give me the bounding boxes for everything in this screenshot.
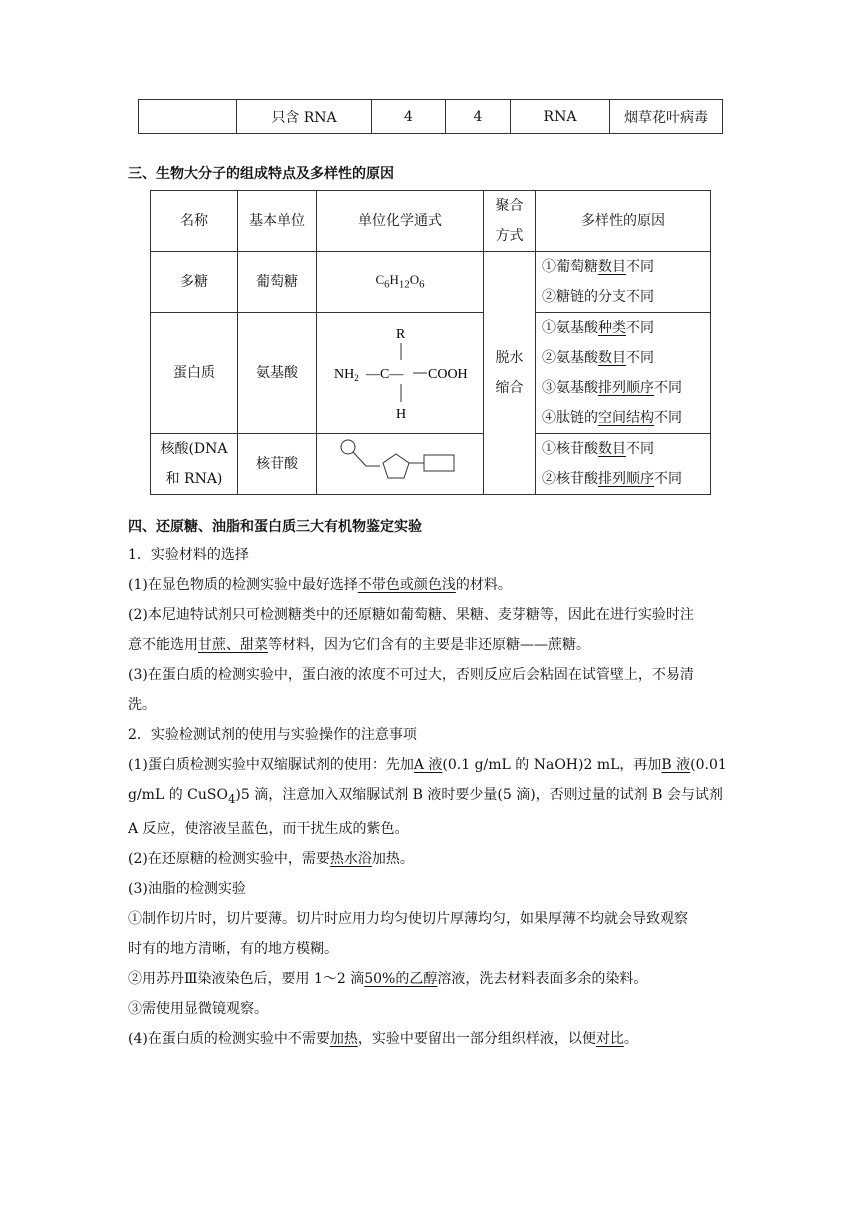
row-name: 蛋白质 [151,313,238,434]
header-diversity: 多样性的原因 [536,191,711,252]
paragraph: ①制作切片时，切片要薄。切片时应用力均匀使切片厚薄均匀，如果厚薄不均就会导致观察 [128,910,688,927]
table-header-row [151,191,711,252]
pentose-icon [383,454,409,478]
diversity-cell: ①氨基酸种类不同 ②氨基酸数目不同 ③氨基酸排列顺序不同 ④肽链的空间结构不同 [536,313,711,434]
table-row [139,100,723,134]
paragraph: (2)本尼迪特试剂只可检测糖类中的还原糖如葡萄糖、果糖、麦芽糖等，因此在进行实验时注 [128,607,694,623]
subheading: 2．实验检测试剂的使用与实验操作的注意事项 [128,727,417,743]
header-method-line2: 方式 [495,228,524,244]
table-cell: RNA [511,100,610,134]
paragraph: (4)在蛋白质的检测实验中不需要加热，实验中要留出一部分组织样液，以便对比。 [128,1030,638,1047]
paragraph: (3)油脂的检测实验 [128,880,246,897]
paragraph: (1)蛋白质检测实验中双缩脲试剂的使用：先加A 液(0.1 g/mL 的 NaOH)2 mL，再加B 液(0.01 [128,757,727,773]
paragraph: 时有的地方清晰，有的地方模糊。 [128,940,338,957]
diversity-cell: ①葡萄糖数目不同 ②糖链的分支不同 [536,252,711,313]
phosphate-icon [341,440,355,454]
table-row [151,313,711,434]
header-unit: 基本单位 [238,191,317,252]
carbon-label: —C— [366,367,404,382]
polymerization-method: 脱水 缩合 [484,252,536,495]
table-row [151,434,711,495]
paragraph: A 反应，使溶液呈蓝色，而干扰生成的紫色。 [128,820,409,837]
table-cell: 4 [446,100,511,134]
carboxyl-label: COOH [428,367,468,382]
hydrogen-label: H [396,407,407,422]
nucleotide-structure [320,436,480,492]
row-unit: 氨基酸 [238,313,317,434]
table-cell: 烟草花叶病毒 [610,100,723,134]
r-group-label: R [396,327,406,342]
paragraph: (2)在还原糖的检测实验中，需要热水浴加热。 [128,850,414,867]
table-cell [139,100,237,134]
section-heading: 四、还原糖、油脂和蛋白质三大有机物鉴定实验 [128,519,422,535]
section4-body [128,540,736,1054]
macromolecule-table [150,190,711,495]
section-heading: 三、生物大分子的组成特点及多样性的原因 [128,166,394,182]
paragraph: 洗。 [128,697,156,713]
header-name: 名称 [151,191,238,252]
paragraph: ②用苏丹Ⅲ染液染色后，要用 1～2 滴50%的乙醇溶液，洗去材料表面多余的染料。 [128,970,648,987]
row-name: 多糖 [151,252,238,313]
glucose-formula: $C_6H_{12}O_6$ [317,252,484,313]
paragraph: (1)在显色物质的检测实验中最好选择不带色或颜色浅的材料。 [128,577,512,593]
nucleotide-diagram-cell [317,434,484,495]
diversity-cell: ①核苷酸数目不同 ②核苷酸排列顺序不同 [536,434,711,495]
table-cell: 只含 RNA [237,100,372,134]
paragraph: 意不能选用甘蔗、甜菜等材料，因为它们含有的主要是非还原糖——蔗糖。 [128,637,590,653]
row-name: 核酸(DNA 和 RNA) [151,434,238,495]
paragraph: ③需使用显微镜观察。 [128,1000,268,1017]
table-row [151,252,711,313]
subheading: 1．实验材料的选择 [128,547,249,563]
row-unit: 核苷酸 [238,434,317,495]
top-table [138,99,723,134]
paragraph: g/mL 的 CuSO$_4$)5 滴，注意加入双缩脲试剂 B 液时要少量(5 滴)，否则过量的试剂 B 会与试剂 [128,787,723,806]
paragraph: (3)在蛋白质的检测实验中，蛋白液的浓度不可过大，否则反应后会粘固在试管壁上，不易清 [128,667,694,683]
table-cell: 4 [372,100,446,134]
header-method [484,191,536,252]
amino-group-label: $NH_2$ [334,367,359,383]
amino-acid-formula [317,313,484,434]
base-icon [424,455,454,471]
amino-acid-structure [320,316,480,430]
row-unit: 葡萄糖 [238,252,317,313]
header-formula: 单位化学通式 [317,191,484,252]
header-method-line1: 聚合 [495,198,524,214]
